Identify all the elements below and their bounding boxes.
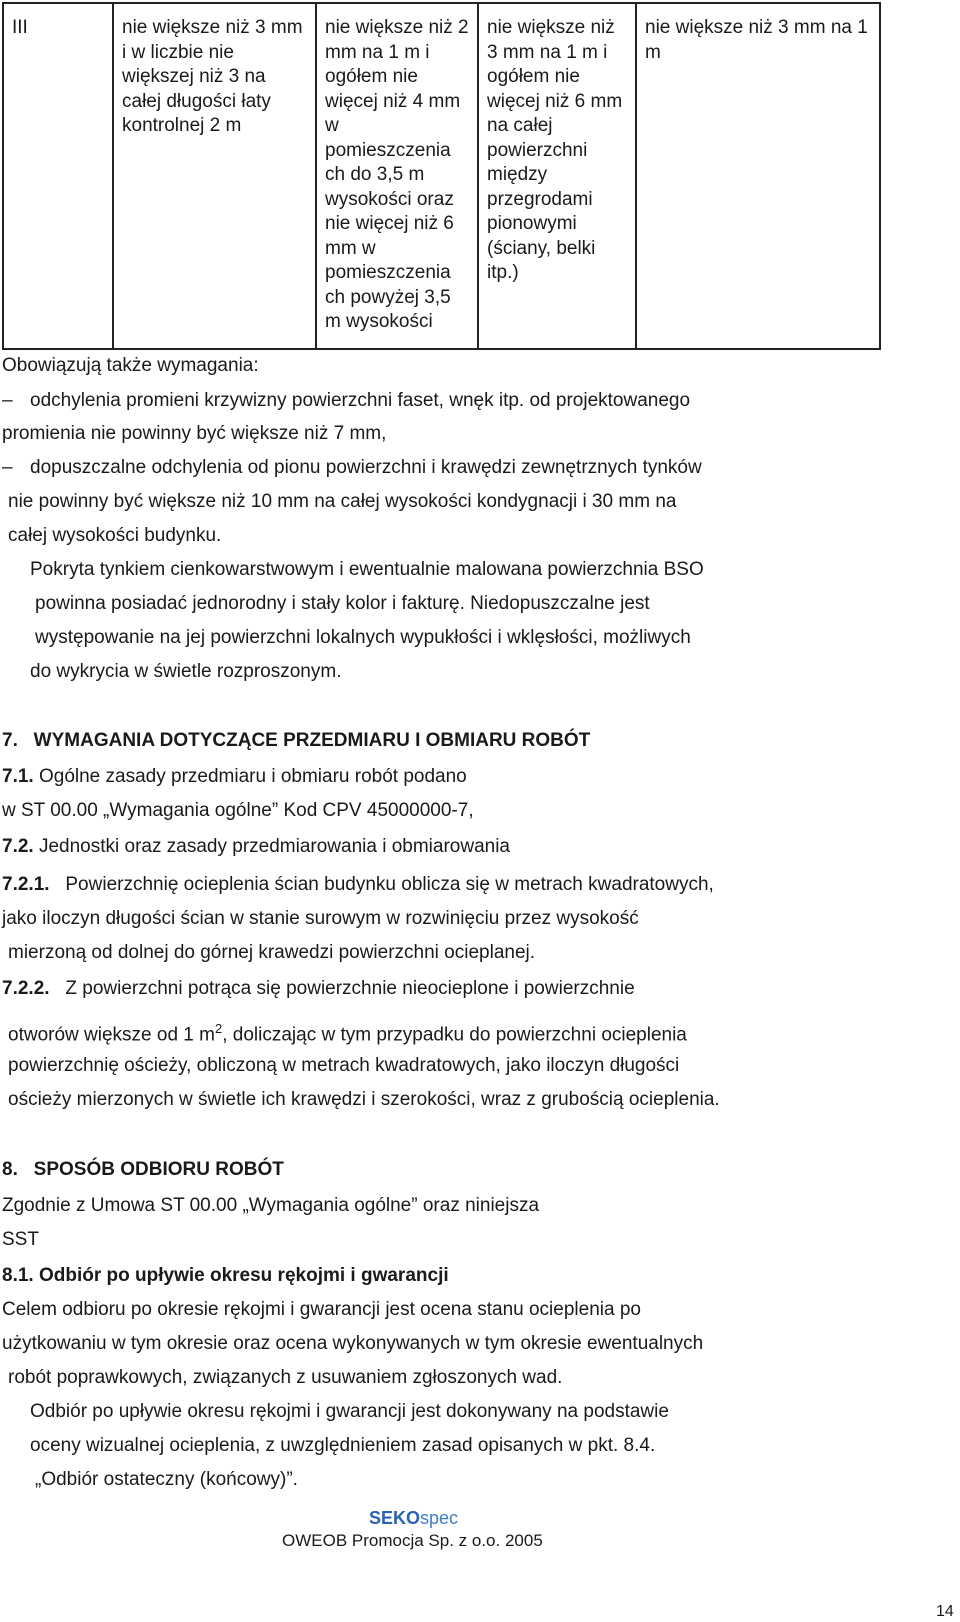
superscript: 2 bbox=[214, 1021, 223, 1036]
logo-text: SEKO bbox=[369, 1508, 421, 1528]
subsection-text: Jednostki oraz zasady przedmiarowania i obmiarowania bbox=[33, 836, 510, 857]
paragraph-line: „Odbiór ostateczny (końcowy)”. bbox=[35, 1469, 298, 1490]
subsection-line: jako iloczyn długości ścian w stanie surowym w rozwinięciu przez wysokość bbox=[2, 908, 639, 929]
requirement-line: całej wysokości budynku. bbox=[8, 525, 222, 546]
requirement-line: promienia nie powinny być większe niż 7 mm, bbox=[2, 423, 387, 444]
subsection-7-2-2 bbox=[2, 979, 635, 998]
paragraph-line: do wykrycia w świetle rozproszonym. bbox=[30, 661, 342, 682]
requirement-line: dopuszczalne odchylenia od pionu powierzchni i krawędzi zewnętrznych tynków bbox=[30, 457, 702, 478]
paragraph-line: oceny wizualnej ocieplenia, z uwzględnieniem zasad opisanych w pkt. 8.4. bbox=[30, 1435, 656, 1456]
subsection-line: powierzchnię ościeży, obliczoną w metrach kwadratowych, jako iloczyn długości bbox=[8, 1055, 680, 1076]
paragraph-line: SST bbox=[2, 1229, 39, 1250]
subsection-text: Z powierzchni potrąca się powierzchnie nieocieplone i powierzchnie bbox=[49, 978, 635, 999]
subsection-line: w ST 00.00 „Wymagania ogólne” Kod CPV 45000000-7, bbox=[2, 800, 474, 821]
subsection-number: 7.2.1. bbox=[2, 874, 50, 895]
subsection-7-1 bbox=[2, 767, 467, 786]
subsection-line: mierzoną od dolnej do górnej krawedzi powierzchni ocieplanej. bbox=[8, 942, 536, 963]
table-cell: nie większe niż 3 mm na 1 m i ogółem nie więcej niż 6 mm na całej powierzchni między przegrodami pionowymi (ściany, belki itp.) bbox=[478, 3, 636, 349]
subsection-7-2 bbox=[2, 837, 510, 856]
subsection-text: Powierzchnię ocieplenia ścian budynku oblicza się w metrach kwadratowych, bbox=[49, 874, 714, 895]
line-text: otworów większe od 1 m bbox=[8, 1024, 215, 1046]
requirement-line: odchylenia promieni krzywizny powierzchni faset, wnęk itp. od projektowanego bbox=[30, 390, 691, 411]
table-cell: nie większe niż 3 mm na 1 m bbox=[636, 3, 880, 349]
tolerance-table bbox=[2, 2, 881, 350]
subsection-number: 7.1. bbox=[2, 766, 34, 787]
subsection-7-2-1 bbox=[2, 875, 714, 894]
subsection-number: 7.2.2. bbox=[2, 978, 50, 999]
paragraph-line: występowanie na jej powierzchni lokalnych wypukłości i wklęsłości, możliwych bbox=[35, 627, 691, 648]
paragraph-line: powinna posiadać jednorodny i stały kolor i fakturę. Niedopuszczalne jest bbox=[35, 593, 650, 614]
logo-text: spec bbox=[420, 1508, 459, 1528]
subsection-number: 7.2. bbox=[2, 836, 34, 857]
table-cell: nie większe niż 3 mm i w liczbie nie większej niż 3 na całej długości łaty kontrolnej 2 m bbox=[113, 3, 316, 349]
subsection-8-1: 8.1. Odbiór po upływie okresu rękojmi i gwarancji bbox=[2, 1265, 449, 1286]
paragraph-line: Pokryta tynkiem cienkowarstwowym i ewentualnie malowana powierzchnia BSO bbox=[30, 559, 704, 580]
dash-bullet: – bbox=[2, 390, 13, 411]
dash-bullet: – bbox=[2, 457, 13, 478]
table-row bbox=[3, 3, 880, 349]
paragraph-line: użytkowaniu w tym okresie oraz ocena wykonywanych w tym okresie ewentualnych bbox=[2, 1333, 704, 1354]
subsection-line bbox=[8, 1022, 687, 1044]
paragraph-line: Celem odbioru po okresie rękojmi i gwarancji jest ocena stanu ocieplenia po bbox=[2, 1299, 641, 1320]
section-8-heading: 8. SPOSÓB ODBIORU ROBÓT bbox=[2, 1159, 284, 1180]
requirements-intro: Obowiązują także wymagania: bbox=[2, 355, 259, 376]
subsection-line: ościeży mierzonych w świetle ich krawędzi i szerokości, wraz z grubością ocieplenia. bbox=[8, 1089, 720, 1110]
sekospec-logo bbox=[369, 1509, 458, 1527]
line-text: , doliczając w tym przypadku do powierzchni ocieplenia bbox=[222, 1024, 687, 1046]
subsection-text: Ogólne zasady przedmiaru i obmiaru robót podano bbox=[33, 766, 467, 787]
footer-company: OWEOB Promocja Sp. z o.o. 2005 bbox=[282, 1531, 543, 1550]
table-cell: nie większe niż 2 mm na 1 m i ogółem nie więcej niż 4 mm w pomieszczenia ch do 3,5 m wysokości oraz nie więcej niż 6 mm w pomieszczenia ch powyżej 3,5 m wysokości bbox=[316, 3, 478, 349]
paragraph-line: robót poprawkowych, związanych z usuwaniem zgłoszonych wad. bbox=[8, 1367, 563, 1388]
page-number: 14 bbox=[936, 1603, 954, 1620]
paragraph-line: Odbiór po upływie okresu rękojmi i gwarancji jest dokonywany na podstawie bbox=[30, 1401, 669, 1422]
requirement-line: nie powinny być większe niż 10 mm na całej wysokości kondygnacji i 30 mm na bbox=[8, 491, 677, 512]
table-cell-category: III bbox=[3, 3, 113, 349]
paragraph-line: Zgodnie z Umowa ST 00.00 „Wymagania ogólne” oraz niniejsza bbox=[2, 1195, 540, 1216]
section-7-heading: 7. WYMAGANIA DOTYCZĄCE PRZEDMIARU I OBMIARU ROBÓT bbox=[2, 730, 591, 751]
